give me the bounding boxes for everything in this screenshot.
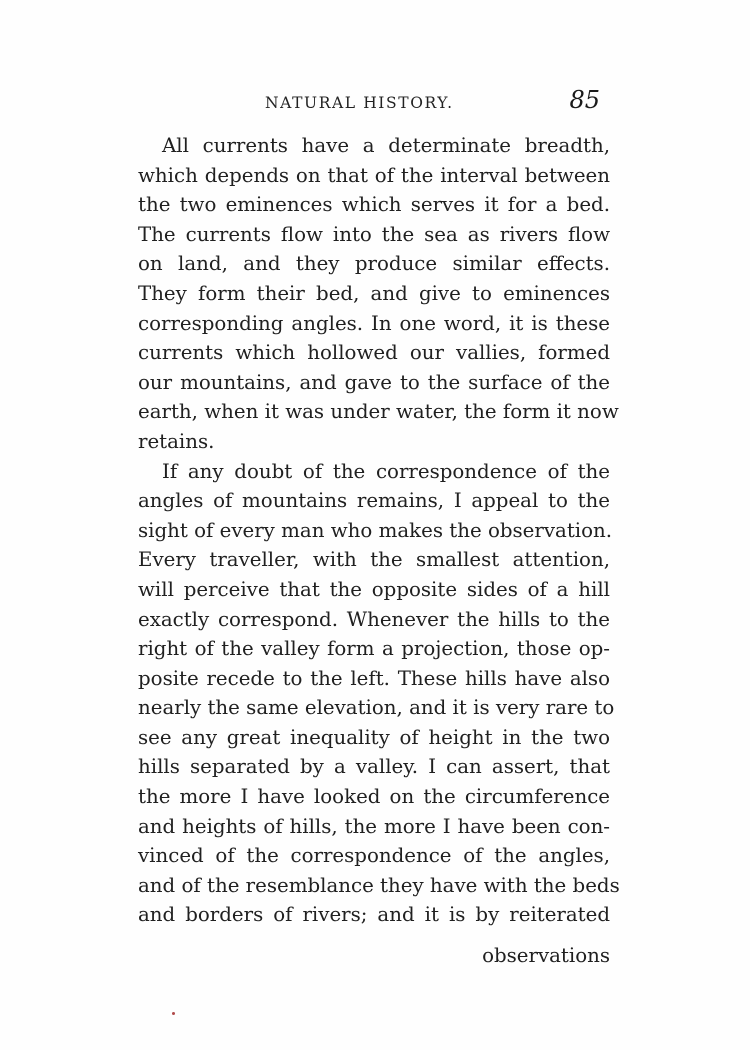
- text-line: retains.: [138, 429, 215, 453]
- text-line: the two eminences which serves it for a bed.: [138, 193, 610, 217]
- text-line: angles of mountains remains, I appeal to the: [138, 489, 610, 513]
- text-line: our mountains, and gave to the surface of the: [138, 370, 610, 394]
- body-text: [138, 131, 620, 930]
- text-line: sight of every man who makes the observation.: [138, 518, 613, 542]
- text-line: nearly the same elevation, and it is very rare to: [138, 696, 615, 720]
- text-line: on land, and they produce similar effects.: [138, 252, 610, 276]
- text-line: see any great inequality of height in the two: [138, 725, 610, 749]
- paragraph-1: [138, 131, 619, 457]
- text-line: which depends on that of the interval between: [138, 163, 610, 187]
- text-line: If any doubt of the correspondence of the: [162, 459, 610, 483]
- text-line: exactly correspond. Whenever the hills to the: [138, 607, 610, 631]
- text-line: currents which hollowed our vallies, formed: [138, 341, 610, 365]
- paragraph-2: [138, 457, 620, 931]
- text-line: will perceive that the opposite sides of a hill: [138, 577, 610, 601]
- text-line: The currents flow into the sea as rivers flow: [138, 222, 610, 246]
- text-line: vinced of the correspondence of the angles,: [138, 844, 610, 868]
- text-line: and borders of rivers; and it is by reiterated: [138, 903, 610, 927]
- ink-speck: [172, 1012, 175, 1015]
- text-line: the more I have looked on the circumference: [138, 785, 610, 809]
- text-line: Every traveller, with the smallest attention,: [138, 548, 610, 572]
- text-line: and of the resemblance they have with the beds: [138, 873, 620, 897]
- running-title: NATURAL HISTORY.: [265, 94, 454, 112]
- text-line: and heights of hills, the more I have been con-: [138, 814, 610, 838]
- text-line: They form their bed, and give to eminences: [138, 281, 610, 305]
- text-line: earth, when it was under water, the form it now: [138, 400, 619, 424]
- text-line: posite recede to the left. These hills have also: [138, 666, 610, 690]
- text-line: hills separated by a valley. I can assert, that: [138, 755, 610, 779]
- catchword: observations: [482, 944, 610, 967]
- text-line: right of the valley form a projection, those op-: [138, 637, 610, 661]
- text-line: corresponding angles. In one word, it is these: [138, 311, 610, 335]
- page-number: 85: [569, 86, 600, 114]
- running-head: [138, 88, 608, 118]
- text-line: All currents have a determinate breadth,: [162, 134, 610, 157]
